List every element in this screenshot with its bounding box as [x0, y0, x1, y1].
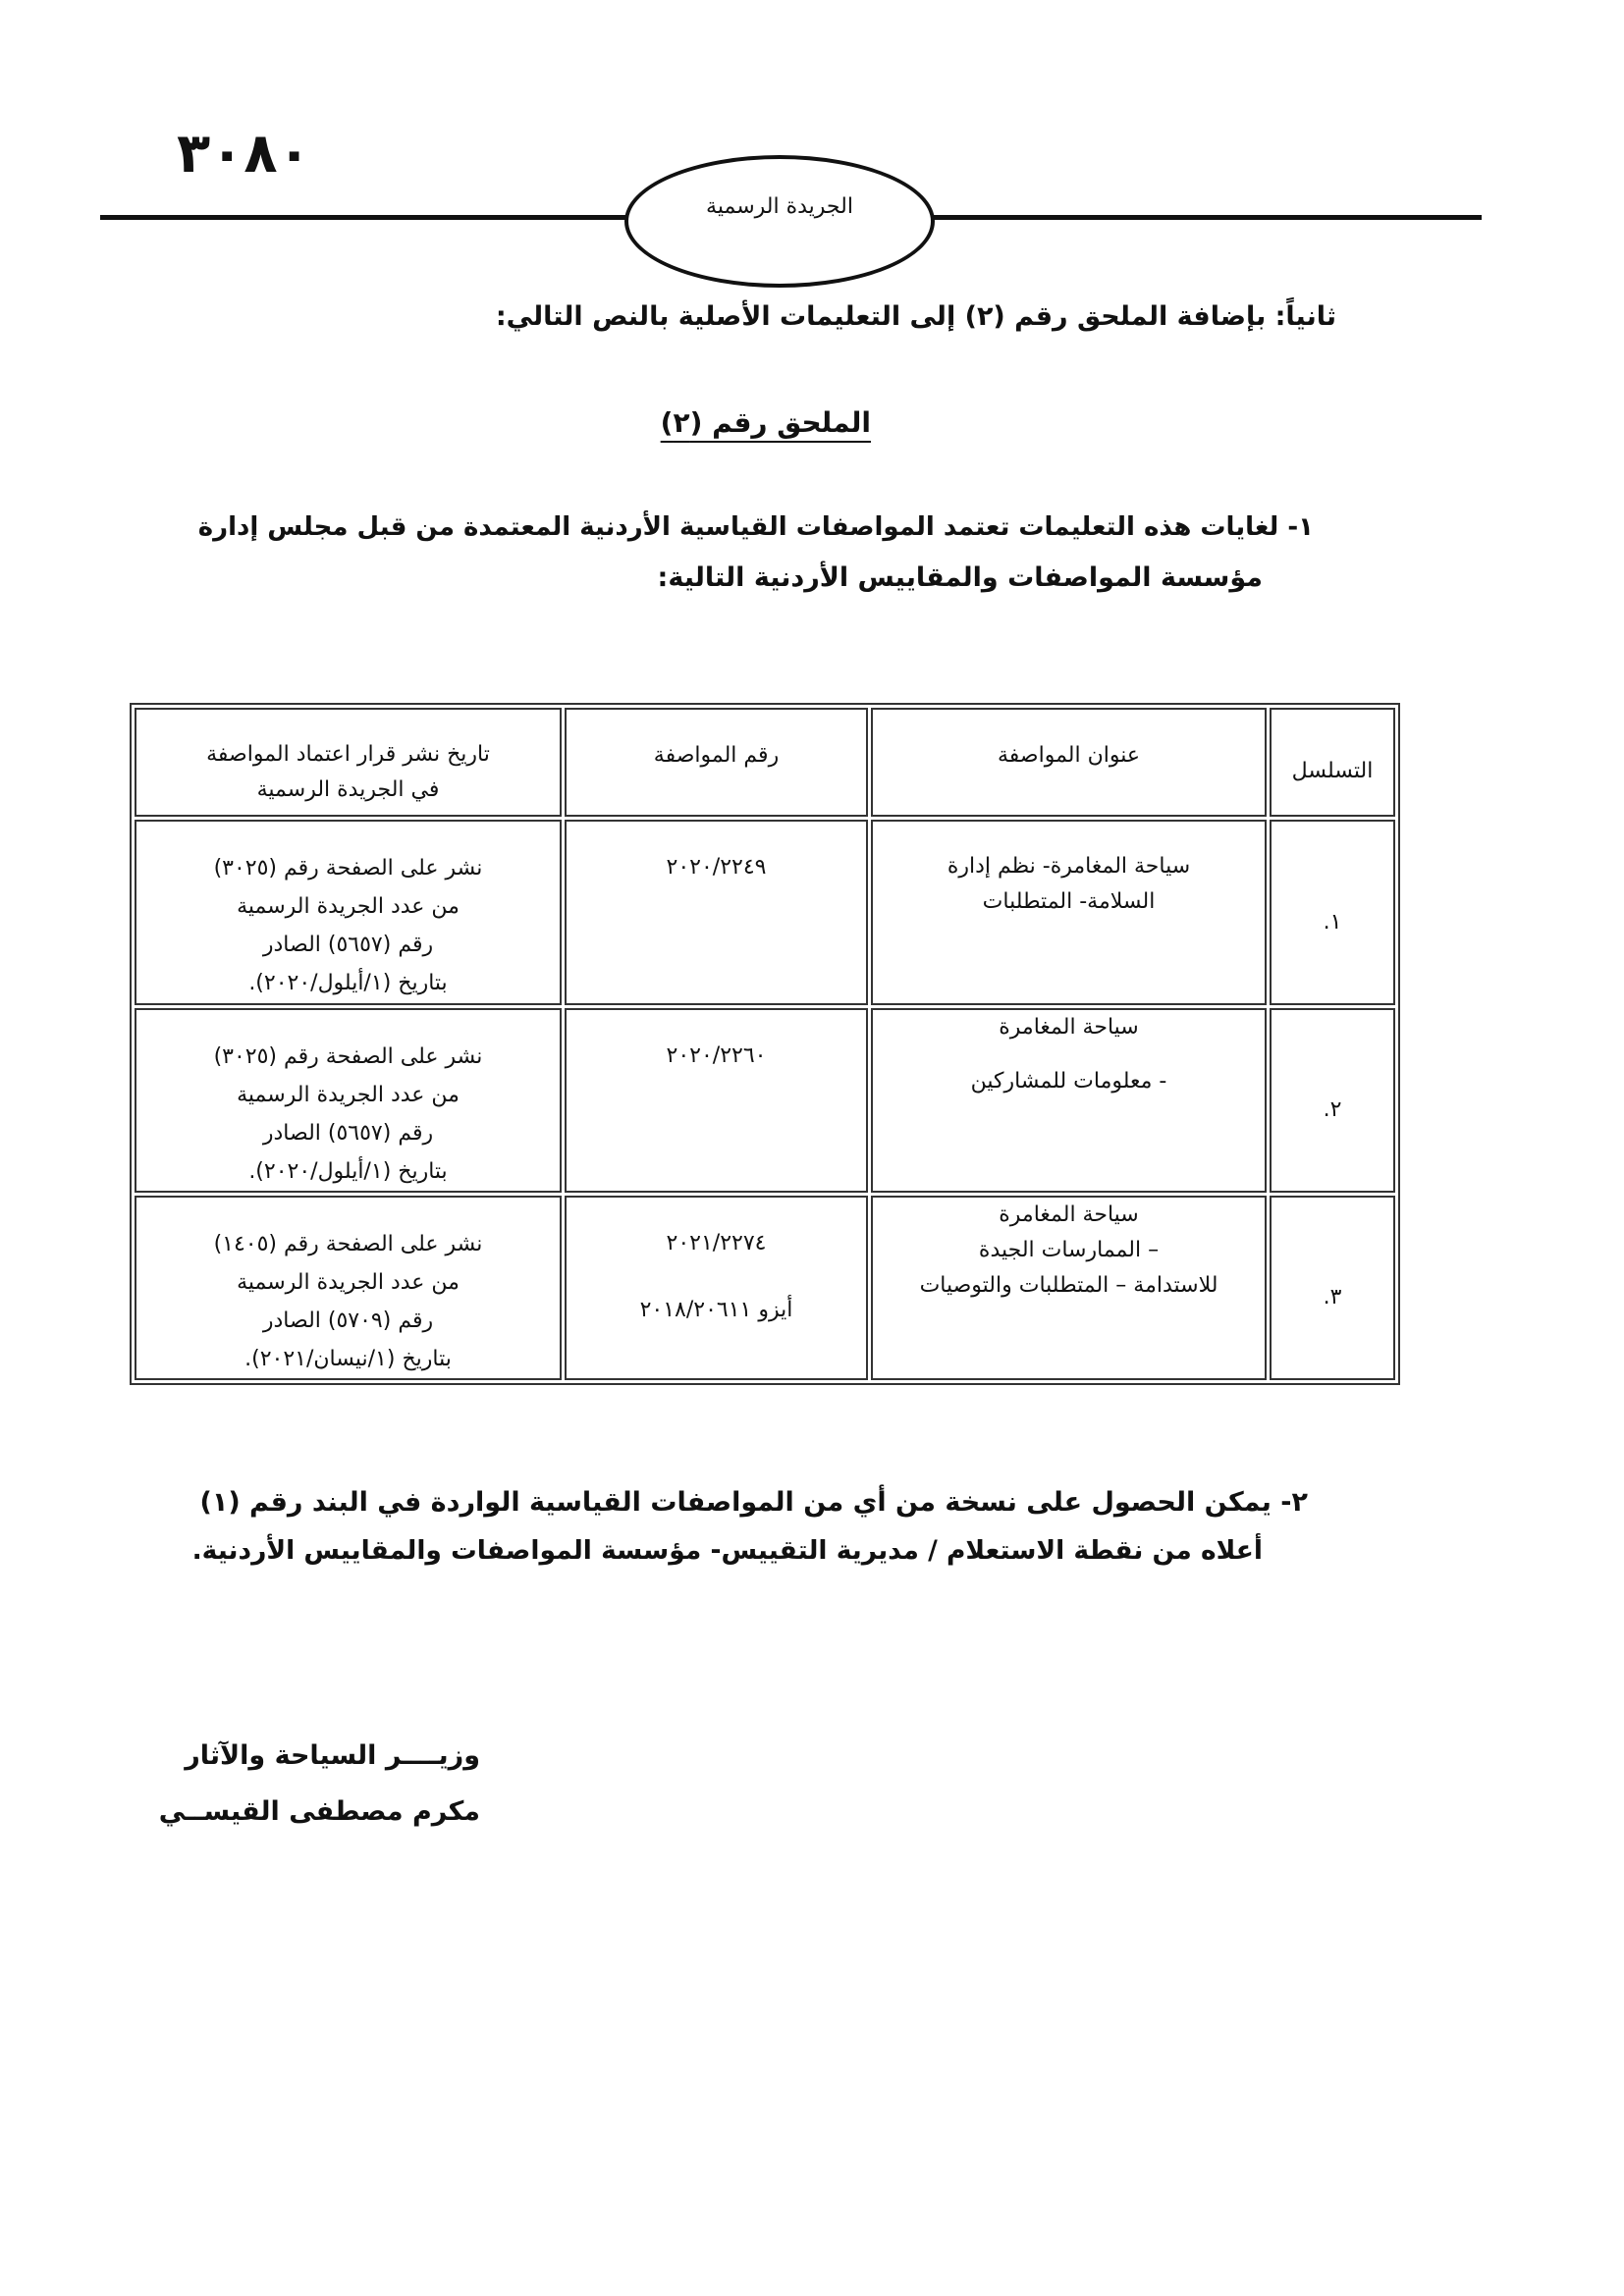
- clause-2-line-1: ٢- يمكن الحصول على نسخة من أي من المواصفات القياسية الواردة في البند رقم (١): [199, 1487, 1308, 1518]
- publication-line: نشر على الصفحة رقم (٣٠٢٥): [213, 1044, 483, 1069]
- serial-cell: [1270, 820, 1395, 1005]
- number-cell: [565, 820, 868, 1005]
- header-title-label: عنوان المواصفة: [997, 743, 1140, 768]
- title-cell: [871, 820, 1267, 1005]
- header-serial: [1270, 708, 1395, 817]
- gazette-title-oval: [624, 155, 935, 288]
- page-number: ٣٠٨٠: [177, 122, 311, 186]
- header-title: [871, 708, 1267, 817]
- number-cell: [565, 1196, 868, 1380]
- serial-number: ١.: [1323, 909, 1342, 934]
- serial-number: ٣.: [1323, 1285, 1342, 1309]
- table-body: [135, 820, 1395, 1380]
- signature-name: مكرم مصطفى القيســي: [158, 1796, 480, 1827]
- publication-line: رقم (٥٦٥٧) الصادر: [262, 933, 434, 957]
- clause-2-line-2: أعلاه من نقطة الاستعلام / مديرية التقييس- مؤسسة المواصفات والمقاييس الأردنية.: [191, 1535, 1263, 1566]
- table-row: [135, 1008, 1395, 1193]
- publication-line: رقم (٥٦٥٧) الصادر: [262, 1121, 434, 1146]
- header-publication-line: في الجريدة الرسمية: [256, 777, 440, 802]
- title-line: السلامة- المتطلبات: [982, 889, 1156, 914]
- annex-title: الملحق رقم (٢): [660, 406, 871, 439]
- standard-number: ٢٠٢٠/٢٢٤٩: [666, 855, 767, 880]
- header-publication-line: تاريخ نشر قرار اعتماد المواصفة: [206, 742, 490, 767]
- publication-cell: [135, 1008, 562, 1193]
- header-serial-label: التسلسل: [1291, 759, 1374, 783]
- title-line: للاستدامة – المتطلبات والتوصيات: [919, 1273, 1218, 1298]
- title-line: سياحة المغامرة: [999, 1015, 1139, 1040]
- header-number: [565, 708, 868, 817]
- publication-line: بتاريخ (١/أيلول/٢٠٢٠).: [248, 971, 448, 995]
- publication-cell: [135, 820, 562, 1005]
- table-row: [135, 820, 1395, 1005]
- publication-line: من عدد الجريدة الرسمية: [237, 1083, 460, 1107]
- table-row: [135, 1196, 1395, 1380]
- clause-1-line-1: ١- لغايات هذه التعليمات تعتمد المواصفات القياسية الأردنية المعتمدة من قبل مجلس إدارة: [197, 512, 1314, 542]
- title-line: - معلومات للمشاركين: [970, 1069, 1167, 1094]
- publication-cell: [135, 1196, 562, 1380]
- header-number-label: رقم المواصفة: [653, 743, 780, 768]
- iso-number: أيزو ٢٠١٨/٢٠٦١١: [639, 1298, 793, 1322]
- serial-cell: [1270, 1196, 1395, 1380]
- number-cell: [565, 1008, 868, 1193]
- standards-table: [130, 703, 1400, 1385]
- intro-line: ثانياً: بإضافة الملحق رقم (٢) إلى التعليمات الأصلية بالنص التالي:: [495, 301, 1336, 332]
- publication-line: رقم (٥٧٠٩) الصادر: [262, 1308, 434, 1333]
- publication-line: نشر على الصفحة رقم (١٤٠٥): [213, 1232, 483, 1256]
- publication-line: نشر على الصفحة رقم (٣٠٢٥): [213, 856, 483, 881]
- serial-number: ٢.: [1323, 1097, 1342, 1122]
- clause-1-line-2: مؤسسة المواصفات والمقاييس الأردنية التالية:: [657, 562, 1263, 593]
- publication-line: بتاريخ (١/أيلول/٢٠٢٠).: [248, 1159, 448, 1184]
- table-header-row: [135, 708, 1395, 817]
- standard-number: ٢٠٢١/٢٢٧٤: [666, 1231, 767, 1255]
- title-line: – الممارسات الجيدة: [978, 1238, 1160, 1262]
- signature-title: وزيــــر السياحة والآثار: [185, 1740, 480, 1771]
- publication-line: من عدد الجريدة الرسمية: [237, 894, 460, 919]
- header-publication: [135, 708, 562, 817]
- standard-number: ٢٠٢٠/٢٢٦٠: [666, 1043, 767, 1068]
- publication-line: بتاريخ (١/نيسان/٢٠٢١).: [244, 1347, 452, 1371]
- title-line: سياحة المغامرة: [999, 1202, 1139, 1227]
- table-head: [135, 708, 1395, 817]
- title-cell: [871, 1008, 1267, 1193]
- publication-line: من عدد الجريدة الرسمية: [237, 1270, 460, 1295]
- serial-cell: [1270, 1008, 1395, 1193]
- title-cell: [871, 1196, 1267, 1380]
- title-line: سياحة المغامرة- نظم إدارة: [947, 854, 1191, 879]
- gazette-title: الجريدة الرسمية: [706, 194, 853, 219]
